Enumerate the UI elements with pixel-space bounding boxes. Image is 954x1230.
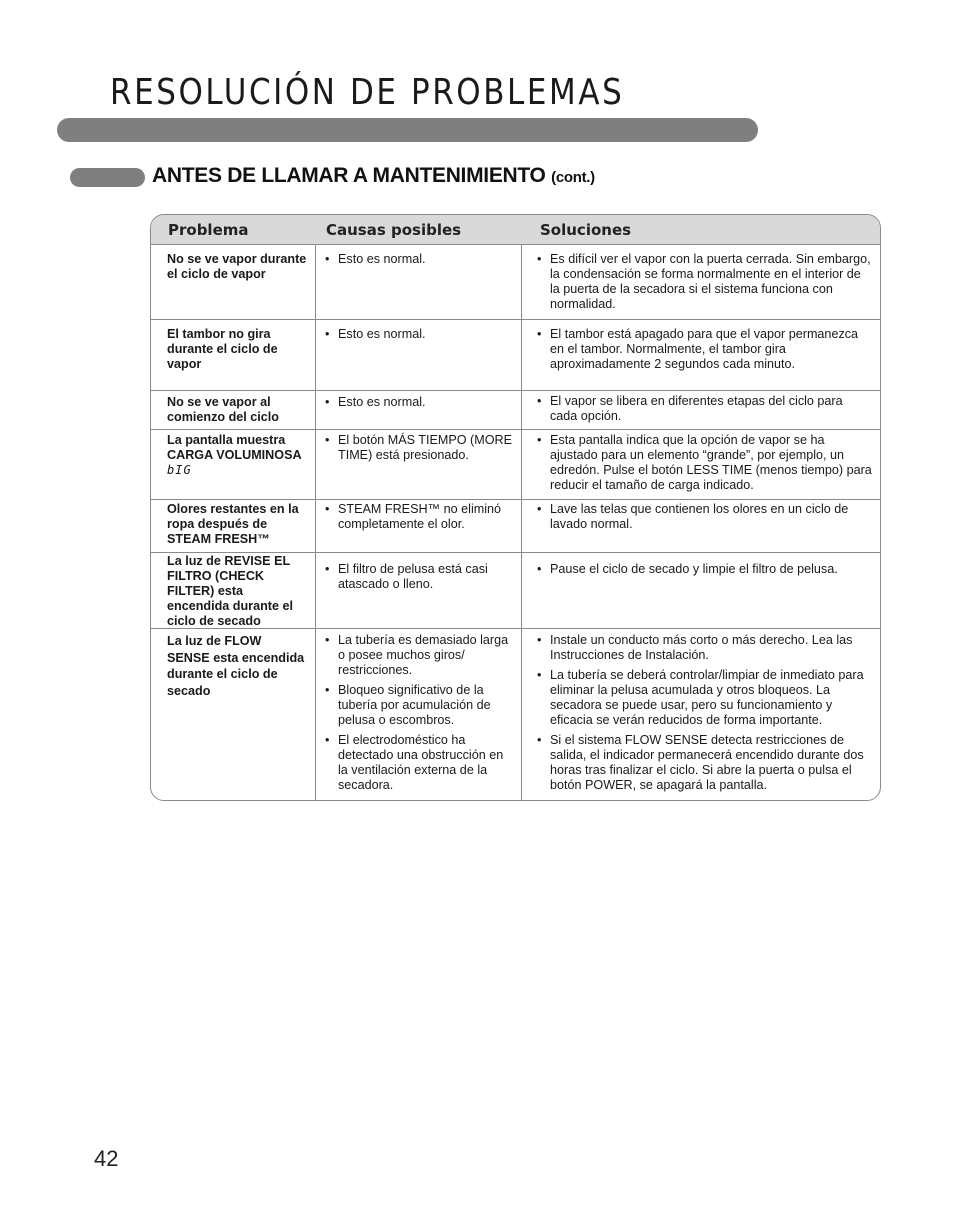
cause-item: • Esto es normal. (324, 327, 513, 342)
cause-item: • Esto es normal. (324, 395, 513, 410)
solution-item: • El tambor está apagado para que el vapor permanezca en el tambor. Normalmente, el tambor gira aproximadamente 2 segundos cada minuto. (536, 327, 872, 372)
solutions-cell (522, 430, 880, 499)
causes-cell (316, 629, 522, 800)
solution-item: • Instale un conducto más corto o más derecho. Lea las Instrucciones de Instalación. (536, 633, 872, 663)
cause-item: • Bloqueo significativo de la tubería por acumulación de pelusa o escombros. (324, 683, 513, 728)
cause-item: • El botón MÁS TIEMPO (MORE TIME) está presionado. (324, 433, 513, 463)
problem-cell: La luz de REVISE EL FILTRO (CHECK FILTER) esta encendida durante el ciclo de secado (151, 553, 316, 628)
table-row (151, 245, 880, 320)
cause-item: • El electrodoméstico ha detectado una obstrucción en la ventilación externa de la secadora. (324, 733, 513, 793)
problem-cell: El tambor no gira durante el ciclo de vapor (151, 320, 316, 390)
solutions-cell (522, 245, 880, 319)
problem-cell: La luz de FLOW SENSE esta encendida durante el ciclo de secado (151, 629, 316, 800)
page-number: 42 (94, 1146, 119, 1171)
solution-item: • Si el sistema FLOW SENSE detecta restricciones de salida, el indicador permanecerá encendido durante dos horas tras finalizar el ciclo. Si abre la puerta o pulsa el botón POWER, se apagará la pantalla. (536, 733, 872, 793)
solution-item: • Lave las telas que contienen los olores en un ciclo de lavado normal. (536, 502, 872, 532)
problem-cell (151, 430, 316, 499)
table-row (151, 391, 880, 430)
table-row (151, 320, 880, 391)
cause-item: • Esto es normal. (324, 252, 513, 267)
solutions-cell (522, 391, 880, 429)
display-readout: bIG (167, 463, 192, 477)
section-marker-pill (70, 168, 145, 187)
page-title: RESOLUCIÓN DE PROBLEMAS (110, 72, 625, 113)
problem-text: La pantalla muestra CARGA VOLUMINOSA (167, 433, 302, 462)
table-row (151, 629, 880, 800)
causes-cell (316, 391, 522, 429)
solution-item: • Es difícil ver el vapor con la puerta cerrada. Sin embargo, la condensación se forma normalmente en el interior de la puerta de la secadora si el sistema funciona con normalidad. (536, 252, 872, 312)
causes-cell (316, 245, 522, 319)
solutions-cell (522, 500, 880, 552)
cause-item: • El filtro de pelusa está casi atascado o lleno. (324, 562, 513, 592)
causes-cell (316, 553, 522, 628)
cause-item: • STEAM FRESH™ no eliminó completamente el olor. (324, 502, 513, 532)
section-heading-suffix: (cont.) (551, 169, 595, 186)
solutions-cell (522, 629, 880, 800)
troubleshooting-table (150, 214, 881, 801)
solution-item: • El vapor se libera en diferentes etapas del ciclo para cada opción. (536, 394, 872, 424)
table-row (151, 430, 880, 500)
problem-cell: No se ve vapor durante el ciclo de vapor (151, 245, 316, 319)
header-problem: Problema (168, 221, 249, 239)
cause-item: • La tubería es demasiado larga o posee muchos giros/ restricciones. (324, 633, 513, 678)
section-heading-text: ANTES DE LLAMAR A MANTENIMIENTO (152, 164, 546, 187)
table-row (151, 553, 880, 629)
header-solutions: Soluciones (540, 221, 632, 239)
solutions-cell (522, 553, 880, 628)
causes-cell (316, 500, 522, 552)
table-row (151, 500, 880, 553)
solution-item: • La tubería se deberá controlar/limpiar de inmediato para eliminar la pelusa acumulada y otros bloqueos. La secadora se puede usar, pero su funcionamiento y eficacia se verán reducidos de forma importante. (536, 668, 872, 728)
causes-cell (316, 320, 522, 390)
table-header-row (151, 215, 880, 245)
header-causes: Causas posibles (326, 221, 462, 239)
causes-cell (316, 430, 522, 499)
problem-cell: No se ve vapor al comienzo del ciclo (151, 391, 316, 429)
section-heading (152, 164, 595, 188)
solutions-cell (522, 320, 880, 390)
solution-item: • Esta pantalla indica que la opción de vapor se ha ajustado para un elemento “grande”, por ejemplo, un edredón. Pulse el botón LESS TIME (menos tiempo) para reducir el tamaño de carga indicado. (536, 433, 872, 493)
title-underline-bar (57, 118, 758, 142)
problem-cell: Olores restantes en la ropa después de STEAM FRESH™ (151, 500, 316, 552)
solution-item: • Pause el ciclo de secado y limpie el filtro de pelusa. (536, 562, 872, 577)
